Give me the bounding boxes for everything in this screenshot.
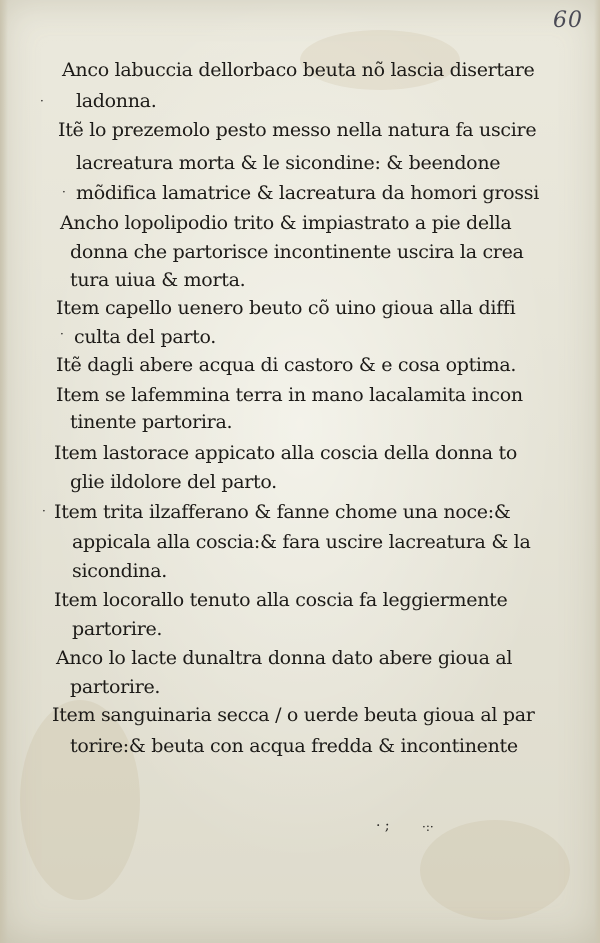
- text-line: partorire.: [70, 676, 161, 698]
- text-line: Item trita ilzafferano & fanne chome una noce:&: [54, 501, 511, 523]
- text-line: Anco labuccia dellorbaco beuta nõ lascia disertare: [62, 59, 535, 81]
- text-line: Ancho lopolipodio trito & impiastrato a pie della: [60, 212, 512, 234]
- ink-speck: · ;: [376, 818, 390, 834]
- text-line: Item se lafemmina terra in mano lacalamita incon: [56, 384, 523, 406]
- text-line: torire:& beuta con acqua fredda & incontinente: [70, 735, 518, 757]
- text-line: Anco lo lacte dunaltra donna dato abere gioua al: [56, 647, 513, 669]
- text-line: lacreatura morta & le sicondine: & beendone: [76, 152, 501, 174]
- ink-speck: ·: [40, 94, 44, 108]
- ink-speck: ·:·: [422, 820, 434, 834]
- text-line: partorire.: [72, 618, 163, 640]
- ink-speck: ·: [60, 327, 64, 341]
- text-line: sicondina.: [72, 560, 167, 582]
- text-line: culta del parto.: [74, 326, 217, 348]
- text-line: Item sanguinaria secca / o uerde beuta gioua al par: [52, 704, 535, 726]
- folio-number: 60: [553, 8, 583, 33]
- text-line: tura uiua & morta.: [70, 269, 246, 291]
- text-line: glie ildolore del parto.: [70, 471, 277, 493]
- text-line: tinente partorira.: [70, 411, 233, 433]
- text-line: mõdifica lamatrice & lacreatura da homori grossi: [76, 182, 539, 204]
- text-line: Item locorallo tenuto alla coscia fa leggiermente: [54, 589, 508, 611]
- text-line: ladonna.: [76, 90, 157, 112]
- ink-speck: ·: [62, 185, 66, 199]
- text-line: Itẽ lo prezemolo pesto messo nella natura fa uscire: [58, 119, 537, 141]
- text-line: Item lastorace appicato alla coscia della donna to: [54, 442, 518, 464]
- text-line: appicala alla coscia:& fara uscire lacreatura & la: [72, 531, 531, 553]
- text-line: Itẽ dagli abere acqua di castoro & e cosa optima.: [56, 354, 517, 376]
- text-line: Item capello uenero beuto cõ uino gioua alla diffi: [56, 297, 516, 319]
- ink-speck: ·: [42, 504, 46, 518]
- text-line: donna che partorisce incontinente uscira la crea: [70, 241, 524, 263]
